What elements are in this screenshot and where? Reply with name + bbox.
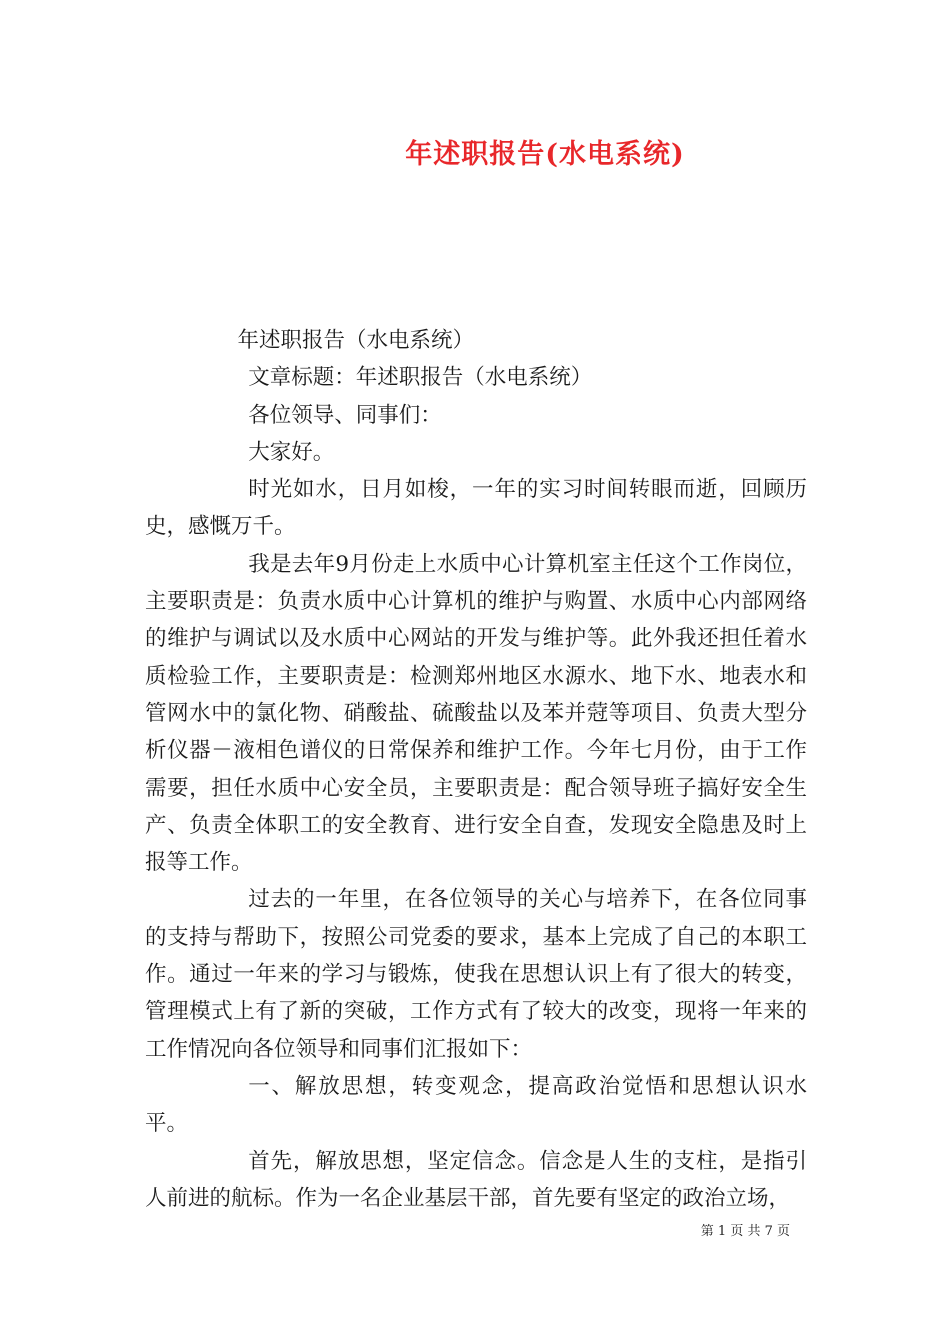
paragraph-summary: 过去的一年里，在各位领导的关心与培养下，在各位同事的支持与帮助下，按照公司党委的要求，基本上完成了自己的本职工作。通过一年来的学习与锻炼，使我在思想认识上有了很大的转变，管理模式上有了新的突破，工作方式有了较大的改变，现将一年来的工作情况向各位领导和同事们汇报如下： <box>145 887 807 1062</box>
paragraph-section-one: 一、解放思想，转变观念，提高政治觉悟和思想认识水平。 <box>145 1073 807 1137</box>
paragraph-greeting: 大家好。 <box>248 439 335 465</box>
page-number-footer: 第 1 页 共 7 页 <box>700 1224 790 1239</box>
paragraph-duties: 我是去年9月份走上水质中心计算机室主任这个工作岗位，主要职责是：负责水质中心计算机的维护与购置、水质中心内部网络的维护与调试以及水质中心网站的开发与维护等。此外我还担任着水质检验工作，主要职责是：检测郑州地区水源水、地下水、地表水和管网水中的氯化物、硝酸盐、硫酸盐以及苯并蒄等项目、负责大型分析仪器－液相色谱仪的日常保养和维护工作。今年七月份，由于工作需要，担任水质中心安全员，主要职责是：配合领导班子搞好安全生产、负责全体职工的安全教育、进行安全自查，发现安全隐患及时上报等工作。 <box>145 551 807 876</box>
paragraph-heading: 年述职报告（水电系统） <box>237 328 474 353</box>
document-body <box>145 322 807 1217</box>
paragraph-salutation: 各位领导、同事们： <box>248 402 442 428</box>
paragraph-article-title: 文章标题：年述职报告（水电系统） <box>248 365 593 391</box>
paragraph-first-point: 首先，解放思想，坚定信念。信念是人生的支柱，是指引人前进的航标。作为一名企业基层干部，首先要有坚定的政治立场， <box>145 1148 807 1211</box>
document-title: 年述职报告(水电系统) <box>405 139 685 170</box>
paragraph-intro: 时光如水，日月如梭，一年的实习时间转眼而逝，回顾历史，感慨万千。 <box>145 477 807 540</box>
